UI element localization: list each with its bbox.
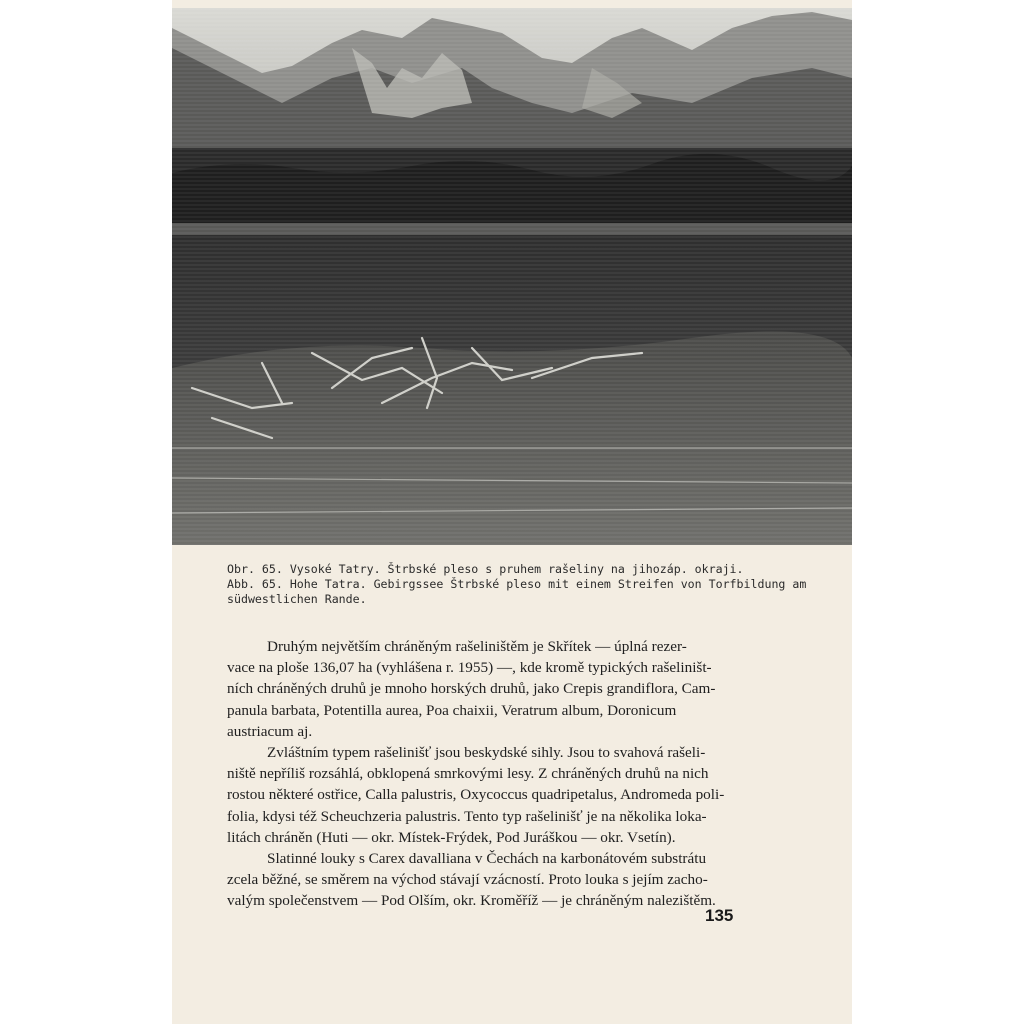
- text-line: folia, kdysi též Scheuchzeria palustris. Tento typ rašelinišť je na několika loka-: [227, 807, 707, 825]
- text-line: austriacum aj.: [227, 722, 313, 740]
- caption-line-czech: Obr. 65. Vysoké Tatry. Štrbské pleso s pruhem rašeliny na jihozáp. okraji.: [227, 562, 744, 576]
- page-number: 135: [705, 906, 734, 925]
- caption-line-german: Abb. 65. Hohe Tatra. Gebirgssee Štrbské pleso mit einem Streifen von Torfbildung am: [227, 577, 807, 592]
- text-line: ních chráněných druhů je mnoho horských druhů, jako Crepis grandiflora, Cam-: [227, 680, 716, 698]
- photo-illustration: [172, 8, 852, 545]
- text-line: Slatinné louky s Carex davalliana v Čechách na karbonátovém substrátu: [267, 850, 707, 868]
- text-line: zcela běžné, se směrem na východ stávají vzácností. Proto louka s jejím zacho-: [227, 871, 708, 889]
- figure-caption: [227, 562, 817, 608]
- paragraph: [227, 848, 817, 912]
- paragraph: [227, 636, 817, 742]
- paragraph: [227, 742, 817, 848]
- text-line: vace na ploše 136,07 ha (vyhlášena r. 1955) —, kde kromě typických rašeliništ-: [227, 659, 712, 677]
- text-line: rostou některé ostřice, Calla palustris, Oxycoccus quadripetalus, Andromeda poli-: [227, 786, 725, 804]
- mountain-lake-photo: [172, 8, 852, 545]
- text-line: Druhým největším chráněným rašeliništěm je Skřítek — úplná rezer-: [267, 638, 687, 655]
- text-line: valým společenstvem — Pod Olším, okr. Kroměříž — je chráněným nalezištěm.: [227, 892, 716, 910]
- caption-line-german-cont: südwestlichen Rande.: [227, 592, 367, 607]
- text-line: panula barbata, Potentilla aurea, Poa chaixii, Veratrum album, Doronicum: [227, 701, 677, 719]
- text-line: niště nepříliš rozsáhlá, obklopená smrkovými lesy. Z chráněných druhů na nich: [227, 765, 709, 783]
- text-line: litách chráněn (Huti — okr. Místek-Frýdek, Pod Juráškou — okr. Vsetín).: [227, 828, 676, 846]
- text-line: Zvláštním typem rašelinišť jsou beskydské sihly. Jsou to svahová rašeli-: [267, 744, 706, 762]
- body-text: [227, 636, 817, 912]
